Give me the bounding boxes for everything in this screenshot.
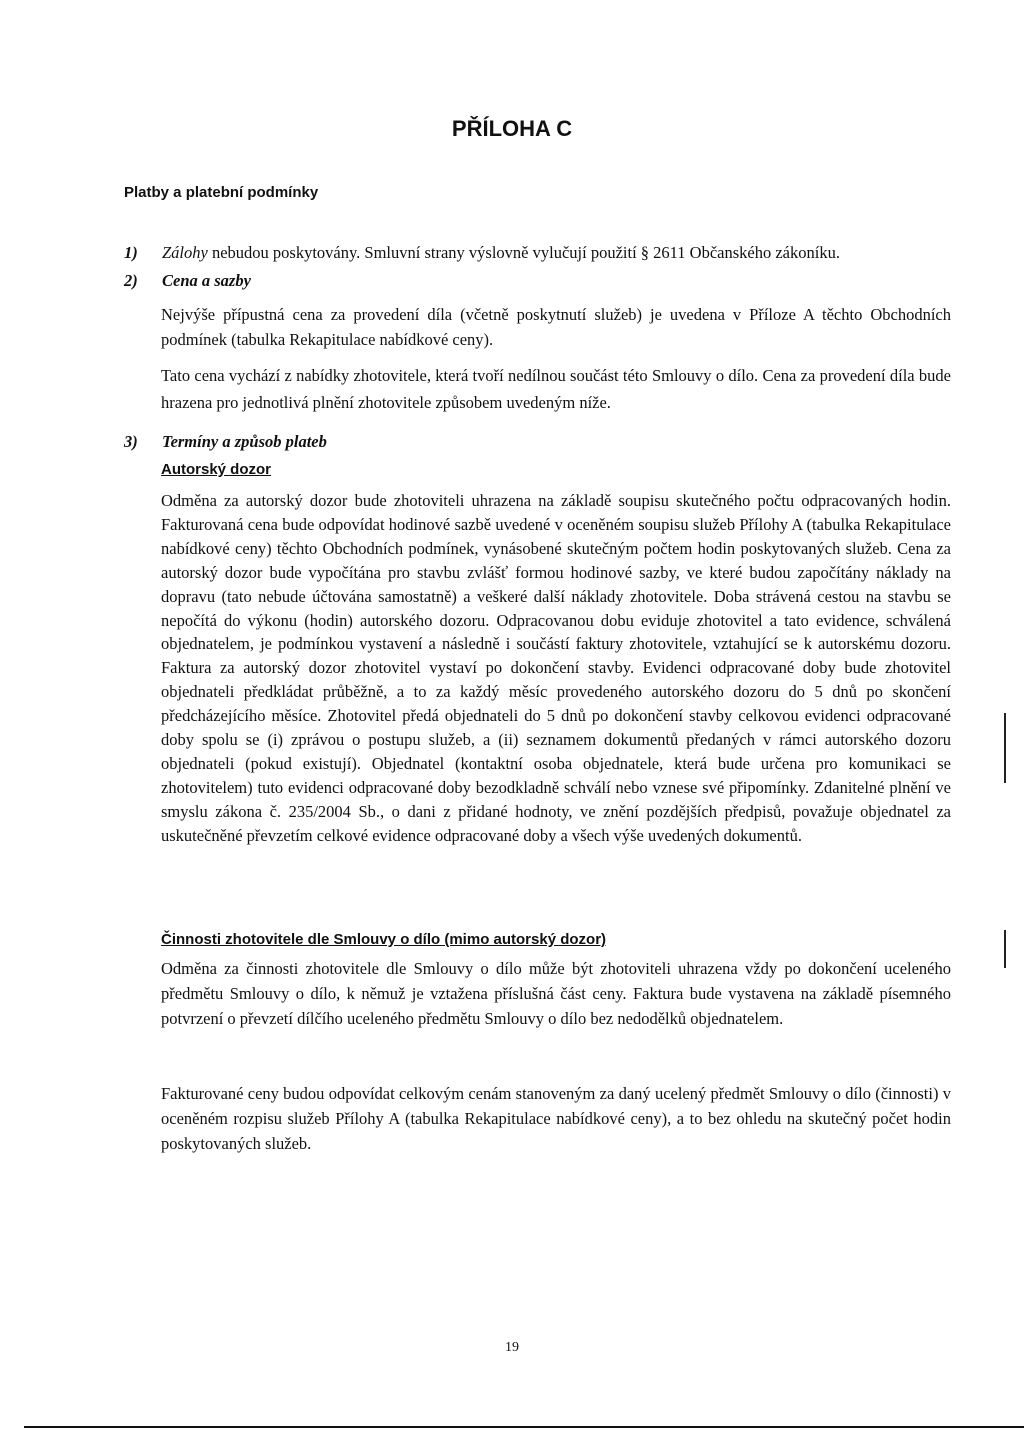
item-number: 3) <box>124 432 138 451</box>
margin-mark <box>1004 713 1006 783</box>
autorsky-dozor-heading: Autorský dozor <box>161 461 272 478</box>
cinnosti-heading: Činnosti zhotovitele dle Smlouvy o dílo (mimo autorský dozor) <box>161 931 607 948</box>
section-subtitle: Platby a platební podmínky <box>124 184 319 201</box>
item-terminy-heading <box>124 432 327 452</box>
item-label: Termíny a způsob plateb <box>162 432 327 451</box>
item-text: nebudou poskytovány. Smluvní strany výslovně vylučují použití § 2611 Občanského zákoníku. <box>207 243 840 262</box>
item-zalohy <box>124 243 840 263</box>
item-label: Zálohy <box>162 243 208 262</box>
cena-paragraph-2: Tato cena vychází z nabídky zhotovitele, která tvoří nedílnou součást této Smlouvy o dílo. Cena za provedení díla bude hrazena pro jednotlivá plnění zhotovitele způsobem uvedeným níže. <box>161 366 951 412</box>
cinnosti-text-1: Odměna za činnosti zhotovitele dle Smlouvy o dílo může být zhotoviteli uhrazena vždy po dokončení uceleného předmětu Smlouvy o dílo, k němuž je vztažena příslušná část ceny. Faktura bude vystavena na základě písemného potvrzení o převzetí dílčího uceleného předmětu Smlouvy o dílo bez nedodělků objednatelem. <box>161 959 951 1028</box>
cinnosti-text-2: Fakturované ceny budou odpovídat celkovým cenám stanoveným za daný ucelený předmět Smlouvy o dílo (činnosti) v oceněném rozpisu služeb Přílohy A (tabulka Rekapitulace nabídkové ceny), a to bez ohledu na skutečný počet hodin poskytovaných služeb. <box>161 1084 951 1153</box>
item-number: 2) <box>124 271 138 290</box>
page-title: PŘÍLOHA C <box>451 116 573 141</box>
cena-paragraph-1: Nejvýše přípustná cena za provedení díla (včetně poskytnutí služeb) je uvedena v Příloze A těchto Obchodních podmínek (tabulka Rekapitulace nabídkové ceny). <box>161 305 951 349</box>
bottom-rule <box>24 1426 1024 1428</box>
page-number: 19 <box>505 1340 519 1355</box>
item-label: Cena a sazby <box>162 271 251 290</box>
autorsky-dozor-text: Odměna za autorský dozor bude zhotoviteli uhrazena na základě soupisu skutečného počtu odpracovaných hodin. Fakturovaná cena bude odpovídat hodinové sazbě uvedené v oceněném soupisu služeb Přílohy A (tabulka Rekapitulace nabídkové ceny) těchto Obchodních podmínek, vynásobené skutečným počtem hodin poskytovaných služeb. Cena za autorský dozor bude vypočítána pro stavbu zvlášť formou hodinové sazby, ve které budou započítány náklady na dopravu (tato nebude účtována samostatně) a veškeré další náklady zhotovitele. Doba strávená cestou na stavbu se nepočítá do výkonu (hodin) autorského dozoru. Odpracovanou dobu eviduje zhotovitel a tato evidence, schválená objednatelem, je podmínkou vystavení a následně i součástí faktury zhotovitele, vztahující se k autorskému dozoru. Faktura za autorský dozor zhotovitel vystaví po dokončení stavby. Evidenci odpracované doby bude zhotovitel objednateli předkládat průběžně, a to za každý měsíc provedeného autorského dozoru do 5 dnů po skončení předcházejícího měsíce. Zhotovitel předá objednateli do 5 dnů po dokončení stavby celkovou evidenci odpracované doby spolu se (i) zprávou o postupu služeb, a (ii) seznamem dokumentů předaných v rámci autorského dozoru objednateli (pokud existují). Objednatel (kontaktní osoba objednatele, která bude určena pro komunikaci se zhotovitelem) tuto evidenci odpracované doby bezodkladně schválí nebo vznese své připomínky. Zdanitelné plnění ve smyslu zákona č. 235/2004 Sb., o dani z přidané hodnoty, ve znění pozdějších předpisů, považuje objednatel za uskutečněné převzetím celkové evidence odpracované doby a všech výše uvedených dokumentů. <box>161 491 951 845</box>
item-number: 1) <box>124 243 138 262</box>
margin-mark <box>1004 930 1006 968</box>
item-cena-heading <box>124 271 251 291</box>
